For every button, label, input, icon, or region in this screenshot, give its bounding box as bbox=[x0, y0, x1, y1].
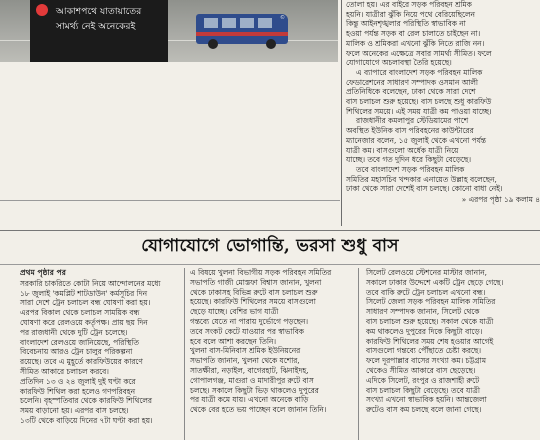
article-line: সরকারি চাকরিতে কোটা নিয়ে আন্দোলনের মধ্যে bbox=[20, 278, 161, 288]
article-line: যাত্রী কম। বাসগুলো অর্ধেক যাত্রী নিয়ে bbox=[346, 145, 459, 155]
photo-watermark: © bbox=[280, 15, 285, 21]
article-line: প্রতিনিধিকে বলেছেন, ঢাকা থেকে সারা দেশে bbox=[346, 87, 476, 97]
article-line: এ ব্যাপারে বাংলাদেশ সড়ক পরিবহন মালিক bbox=[356, 67, 483, 77]
column-rule bbox=[341, 0, 342, 226]
headline-top-rule bbox=[0, 230, 540, 231]
photo-caption-line-1: আকাশপথে যাতায়াতের bbox=[56, 6, 142, 17]
article-line: এরপর বিকাল থেকে চলাচল সাময়িক বন্ধ bbox=[20, 308, 140, 318]
article-line: এ বিষয়ে খুলনা বিভাগীয় সড়ক পরিবহন সমিতির bbox=[190, 268, 332, 277]
article-line: যাচ্ছে। তবে গত দুদিন ধরে কিছুটা বেড়েছে। bbox=[346, 155, 471, 165]
article-line: ঢাকা থেকে সারা দেশেই বাস চলছে। কোনো বাধা নেই। bbox=[346, 184, 503, 194]
article-line: হয়নি। যাত্রীরা ঝুঁকি নিয়ে পথে বেরিয়েছিলেন bbox=[346, 9, 475, 19]
article-line: প্রতিদিন ১৩ ও ২৪ জুলাই দুই ঘণ্টা করে bbox=[20, 376, 136, 386]
article-line: সভাপতি জানান, খুলনা থেকে যশোর, bbox=[190, 356, 300, 366]
top-right-column bbox=[346, 0, 540, 205]
column-rule bbox=[358, 268, 359, 440]
article-line: তবে বাকি রুটে ট্রেন চলাচল এখনো বন্ধ। bbox=[366, 287, 486, 297]
continued-from-kicker: প্রথম পৃষ্ঠার পর bbox=[20, 268, 66, 277]
article-line: পর রাজধানী থেকে দুটি ট্রেন চলেছে। bbox=[20, 327, 128, 337]
article-line: সাতক্ষীরা, নড়াইল, বাগেরহাট, ঝিনাইদহ, bbox=[190, 365, 309, 375]
article-line: মালিক ও শ্রমিকরা এখনো ঝুঁকি নিতে রাজি নন। bbox=[346, 38, 485, 48]
article-line: সারা দেশে ট্রেন চলাচল বন্ধ ঘোষণা করা হয়। bbox=[20, 298, 151, 308]
article-line: কিন্তু আইনশৃঙ্খলার পরিস্থিতি স্বাভাবিক না bbox=[346, 19, 466, 29]
article-line: শিথিলের সময়ে। এই সময় যাত্রী কম পাওয়া যাচ্ছে। bbox=[346, 106, 492, 116]
article-line: এদিকে সিলেট, রংপুর ও রাজশাহী রুটে bbox=[366, 375, 480, 385]
article-line: বাস চলাচল শুরু হয়েছে। সকাল থেকে যাত্রী bbox=[366, 316, 494, 326]
headline-bottom-rule bbox=[0, 264, 540, 265]
article-line: ঘোষণা করে রেলওয়ে কর্তৃপক্ষ। প্রায় ছয় দিন bbox=[20, 317, 148, 327]
article-line: সভাপতি গাজী মোস্তফা বিশ্বাস জানান, খুলনা bbox=[190, 277, 322, 287]
article-line: অবস্থিত ইউনিক বাস পরিবহনের কাউন্টারের bbox=[346, 126, 474, 136]
article-line: বাসগুলো গন্তব্যে পৌঁছাতে চেষ্টা করছে। bbox=[366, 346, 482, 356]
bullet-dot-icon bbox=[36, 4, 48, 16]
photo-caption-box bbox=[30, 0, 168, 62]
article-column-1 bbox=[20, 268, 178, 426]
article-line: কারফিউ শিথিল করা হলেও গণপরিবহন bbox=[20, 386, 136, 396]
column-rule bbox=[184, 268, 185, 440]
article-line: রয়েছে। তবে এ মুহূর্তে কারফিউয়ের কারণে bbox=[20, 357, 143, 367]
article-line: থেকে ঢাকাসহ বিভিন্ন রুটে বাস চলাচল শুরু bbox=[190, 287, 318, 297]
article-line: রুটেও বাস কম চলছে বলে জানা গেছে। bbox=[366, 405, 482, 415]
article-line: হয়েছে। কারফিউ শিথিলের সময়ে বাসগুলো bbox=[190, 297, 316, 307]
article-line: তবে বাংলাদেশ সড়ক পরিবহন মালিক bbox=[356, 164, 465, 174]
article-line: কারফিউ শিথিলের সময় শেষ হওয়ার আগেই bbox=[366, 336, 494, 346]
divider-line bbox=[0, 200, 340, 201]
article-line: থেকেও সীমিত আকারে বাস ছেড়েছে। bbox=[366, 365, 476, 375]
article-line: গন্তব্যে যেতে না পারায় দুর্ভোগে পড়ছেন। bbox=[190, 316, 309, 326]
news-photo bbox=[0, 0, 338, 62]
article-headline: যোগাযোগে ভোগান্তি, ভরসা শুধু বাস bbox=[141, 236, 399, 256]
article-line: ম্যানেজার বলেন, ১৫ জুলাই থেকে এখনো পর্যন্ত bbox=[346, 135, 487, 145]
article-line: থেকে বের হতে ভয় পাচ্ছেন বলে জানান তিনি। bbox=[190, 405, 327, 415]
article-line: ১৮ জুলাই 'কমপ্লিট শাটডাউন' কর্মসূচির দিন bbox=[20, 288, 147, 298]
article-line: চলেনি। বৃহস্পতিবার থেকে কারফিউ শিথিলের bbox=[20, 396, 152, 406]
article-line: ফেডারেশনের সাধারণ সম্পাদক ওসমান আলী bbox=[346, 77, 478, 87]
article-line: তবে সংকট কেটে যাওয়ার পর স্বাভাবিক bbox=[190, 326, 304, 336]
article-line: সময় বাড়ানো হয়। এরপর বাস চলছে। bbox=[20, 406, 129, 416]
article-line: সিলেট জেলা সড়ক পরিবহন মালিক সমিতির bbox=[366, 297, 496, 307]
article-line: সংখ্যা এখনো স্বাভাবিক হয়নি। আন্তজেলা bbox=[366, 395, 487, 405]
article-line: ফলে দূরপাল্লার বাসের সংখ্যা কম। চট্টগ্রাম bbox=[366, 356, 486, 366]
article-column-3 bbox=[366, 268, 530, 415]
article-line: বাস চলাচল শুরু হয়েছে। বাস চলছে শুধু কারফিউ bbox=[346, 97, 492, 107]
article-line: রাজধানীর কমলাপুর স্টেডিয়ামের পাশে bbox=[356, 116, 469, 126]
article-line: পর যাত্রী কমে যায়। এখনো অনেকে বাড়ি bbox=[190, 395, 309, 405]
article-line: বাস চলাচল কিছুটা বেড়েছে। তবে যাত্রী bbox=[366, 385, 480, 395]
article-line: গোপালগঞ্জ, মাগুরা ও মাদারীপুর রুটে বাস bbox=[190, 375, 314, 385]
article-line: বাংলাদেশ রেলওয়ে জানিয়েছে, পরিস্থিতি bbox=[20, 337, 139, 347]
article-line: সমিতির মহাসচিব খন্দকার এনায়েত উল্লাহ বলেছেন, bbox=[346, 174, 497, 184]
article-line: সকালে ঢাকার উদ্দেশে একটি ট্রেন ছেড়ে গেছে। bbox=[366, 277, 504, 287]
article-line: বিবেচনায় আরও ট্রেন চালুর পরিকল্পনা bbox=[20, 347, 133, 357]
article-line: তোলা হয়। এর বাইরে সড়ক পরিবহন শ্রমিক bbox=[346, 0, 472, 9]
article-line: হওয়া পর্যন্ত সড়ক বা রেল চালাতে চাইছেন না। bbox=[346, 29, 481, 39]
article-line: চলছে। সকালে কিছুটা ভিড় থাকলেও দুপুরের bbox=[190, 385, 319, 395]
article-column-2 bbox=[190, 268, 348, 415]
article-line: ১৩টি থেকে বাড়িয়ে দিনের ৭টা ঘণ্টা করা হয়। bbox=[20, 415, 153, 425]
photo-caption-line-2: সামর্থ্য নেই অনেকেরই bbox=[56, 21, 136, 32]
article-line: ফলে অনেকের এক্ষেত্রে সবার সামর্থ্য সীমিত। ফলে bbox=[346, 48, 492, 58]
article-line: ছেড়ে যাচ্ছে। বেশির ভাগ যাত্রী bbox=[190, 307, 279, 317]
article-line: খুলনা বাস-মিনিবাস শ্রমিক ইউনিয়নের bbox=[190, 346, 301, 356]
article-line: কম থাকলেও দুপুরের দিকে কিছুটা বাড়ে। bbox=[366, 326, 483, 336]
article-line: সাধারণ সম্পাদক জানান, সিলেট থেকে bbox=[366, 307, 480, 317]
article-line: হবে বলে আশা করছেন তিনি। bbox=[190, 336, 277, 346]
article-line: সীমিত আকারে চলাচল করবে। bbox=[20, 366, 109, 376]
bus-illustration bbox=[196, 14, 288, 44]
article-line: যোগাযোগে অচলাবস্থা তৈরি হয়েছে। bbox=[346, 58, 452, 68]
continued-on-link: » এরপর পৃষ্ঠা ১৯ কলাম ৪ bbox=[461, 195, 540, 205]
article-line: সিলেট রেলওয়ে স্টেশনের মাস্টার জানান, bbox=[366, 268, 487, 277]
